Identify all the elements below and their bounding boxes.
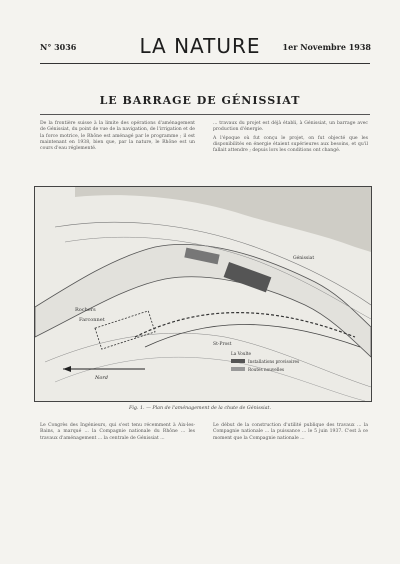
magazine-title: LA NATURE bbox=[139, 34, 261, 58]
paragraph: De la frontière suisse à la limite des opérations d'aménagement de Génissiat, du point de vue de la navigation, de l'irrigation et de la force motrice, le Rhône est aménagé par le programme ; il est maintenant en 1938, bien que, par la nature, le Rhône est un cours d'eau réglementé. bbox=[40, 121, 195, 152]
issue-date: 1er Novembre 1938 bbox=[282, 42, 371, 52]
paragraph: Le Congrès des Ingénieurs, qui s'est tenu récemment à Aix-les-Bains, a marqué ... la Compagnie nationale du Rhône ... les travaux d'aménagement ... la centrale de Génissiat ... bbox=[40, 423, 195, 441]
paragraph: ... travaux du projet est déjà établi, à Génissiat, un barrage avec production d'énergie. bbox=[213, 121, 368, 133]
legend-label: Routes nouvelles bbox=[248, 367, 285, 372]
title-rule bbox=[40, 114, 370, 115]
paragraph: A l'époque où fut conçu le projet, on fut objecté que les disponibilités en énergie étaient supérieures aux besoins, et qu'il fallait attendre ; depuis lors les conditions ont changé. bbox=[213, 135, 368, 154]
map-drawing bbox=[35, 187, 371, 401]
legend-swatch bbox=[231, 367, 245, 371]
north-arrow-icon bbox=[63, 366, 71, 372]
column-bottom-right bbox=[213, 423, 368, 444]
legend-label: La Voulte bbox=[231, 351, 251, 356]
column-bottom-left bbox=[40, 423, 195, 444]
figure-caption: Fig. 1. — Plan de l'aménagement de la chute de Génissiat. bbox=[129, 406, 271, 411]
map-label: St-Prost bbox=[213, 342, 232, 347]
column-top-left bbox=[40, 121, 195, 154]
column-top-right bbox=[213, 121, 368, 156]
paragraph: Le début de la construction d'utilité publique des travaux ... la Compagnie nationale ... la puissance ... le 5 juin 1937. C'est à ce moment que la Compagnie nationale ... bbox=[213, 423, 368, 441]
hillside-top bbox=[75, 187, 371, 252]
map-label: Rochers bbox=[75, 307, 96, 313]
contour-line bbox=[45, 333, 371, 387]
issue-number: N° 3036 bbox=[40, 42, 77, 52]
article-title: LE BARRAGE DE GÉNISSIAT bbox=[99, 94, 301, 107]
map-label: Farconnet bbox=[79, 317, 105, 323]
site-map bbox=[34, 186, 372, 402]
north-label: Nord bbox=[95, 375, 108, 381]
legend-swatch bbox=[231, 359, 245, 363]
map-label: Génissiat bbox=[293, 256, 315, 261]
legend-label: Installations provisoires bbox=[248, 359, 300, 364]
header-rule bbox=[40, 63, 370, 64]
